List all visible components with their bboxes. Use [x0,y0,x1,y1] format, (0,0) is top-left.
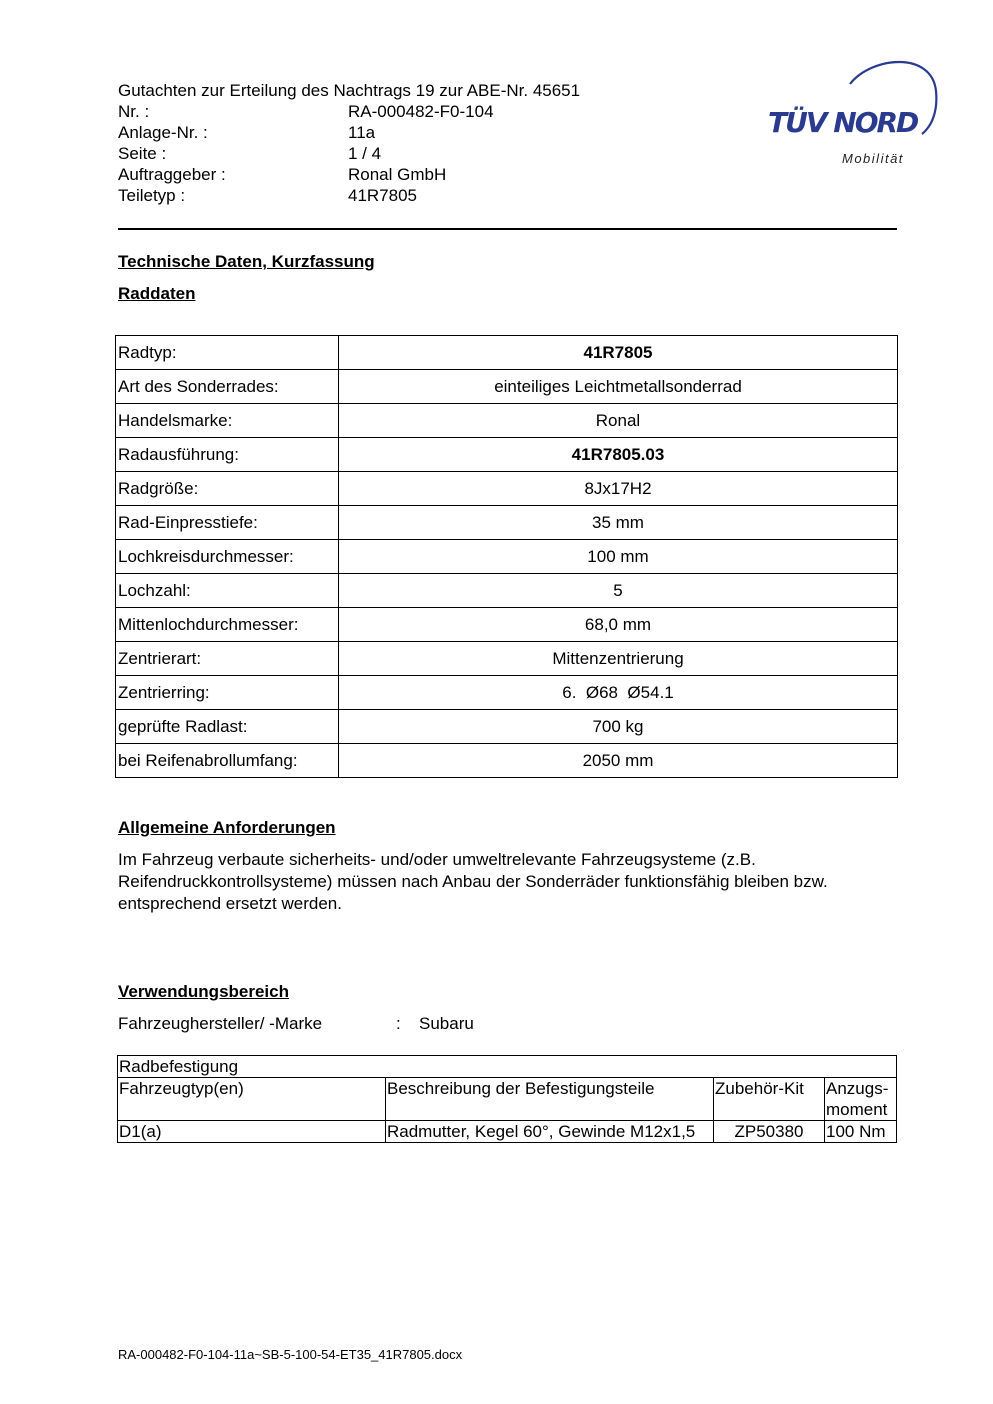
row-value: 41R7805.03 [339,438,898,472]
table-row [116,370,898,404]
header-value: 11a [348,123,376,142]
header-value: 41R7805 [348,186,418,205]
table-row [116,574,898,608]
row-label: Radtyp: [116,336,339,370]
table-row [116,710,898,744]
table-row [116,676,898,710]
row-label: Art des Sonderrades: [116,370,339,404]
row-label: Lochzahl: [116,574,339,608]
table-row [116,404,898,438]
row-value: 35 mm [339,506,898,540]
header-value: RA-000482-F0-104 [348,102,494,121]
radbefestigung-table [117,1055,897,1143]
logo-wordmark: TÜV NORD [768,106,918,139]
header-key: Nr. : [118,102,150,121]
table-row [116,336,898,370]
column-header: Zubehör-Kit [714,1078,825,1121]
hersteller-colon: : [396,1014,401,1033]
header-value: 1 / 4 [348,144,382,163]
row-value: einteiliges Leichtmetallsonderrad [339,370,898,404]
table-row [116,608,898,642]
table-title-row [118,1056,897,1078]
hersteller-value: Subaru [419,1014,474,1033]
table-header-row [118,1078,897,1121]
row-value: Mittenzentrierung [339,642,898,676]
table-row [116,472,898,506]
section-heading-verwendung: Verwendungsbereich [118,982,289,1001]
section-heading-technische-daten: Technische Daten, Kurzfassung [118,252,375,271]
row-label: Zentrierart: [116,642,339,676]
table-row [116,744,898,778]
column-header: Beschreibung der Befestigungsteile [386,1078,714,1121]
row-label: Radausführung: [116,438,339,472]
table-row [116,642,898,676]
table-row [116,506,898,540]
table-title: Radbefestigung [118,1056,897,1078]
header-key: Anlage-Nr. : [118,123,208,142]
row-value: 6. Ø68 Ø54.1 [339,676,898,710]
row-value: 2050 mm [339,744,898,778]
header-key: Seite : [118,144,167,163]
table-cell: ZP50380 [714,1121,825,1143]
tuev-nord-logo [762,56,942,171]
raddaten-table [115,335,898,778]
row-label: Rad-Einpresstiefe: [116,506,339,540]
row-label: geprüfte Radlast: [116,710,339,744]
table-row [116,540,898,574]
document-title: Gutachten zur Erteilung des Nachtrags 19 zur ABE-Nr. 45651 [118,81,581,100]
row-value: Ronal [339,404,898,438]
hersteller-label: Fahrzeughersteller/ -Marke [118,1014,323,1033]
row-value: 8Jx17H2 [339,472,898,506]
row-label: bei Reifenabrollumfang: [116,744,339,778]
column-header: Anzugs-moment [825,1078,897,1121]
logo-subtitle: Mobilität [842,151,904,166]
header-key: Auftraggeber : [118,165,226,184]
row-label: Lochkreisdurchmesser: [116,540,339,574]
row-value: 700 kg [339,710,898,744]
document-footer: RA-000482-F0-104-11a~SB-5-100-54-ET35_41R7805.docx [118,1347,463,1362]
table-cell: D1(a) [118,1121,386,1143]
row-value: 100 mm [339,540,898,574]
row-label: Handelsmarke: [116,404,339,438]
row-label: Radgröße: [116,472,339,506]
header-key: Teiletyp : [118,186,186,205]
column-header: Fahrzeugtyp(en) [118,1078,386,1121]
table-cell: 100 Nm [825,1121,897,1143]
header-value: Ronal GmbH [348,165,447,184]
table-cell: Radmutter, Kegel 60°, Gewinde M12x1,5 [386,1121,714,1143]
row-value: 5 [339,574,898,608]
row-label: Mittenlochdurchmesser: [116,608,339,642]
row-value: 68,0 mm [339,608,898,642]
allgemeine-paragraph: Im Fahrzeug verbaute sicherheits- und/oder umweltrelevante Fahrzeugsysteme (z.B. Reifendruckkontrollsysteme) müssen nach Anbau der Sonderräder funktionsfähig bleiben bzw. entsprechend ersetzt werden. [118,850,828,913]
section-heading-allgemeine: Allgemeine Anforderungen [118,818,336,837]
row-label: Zentrierring: [116,676,339,710]
section-heading-raddaten: Raddaten [118,284,196,303]
header-divider [118,228,897,230]
row-value: 41R7805 [339,336,898,370]
table-row [116,438,898,472]
table-row [118,1121,897,1143]
